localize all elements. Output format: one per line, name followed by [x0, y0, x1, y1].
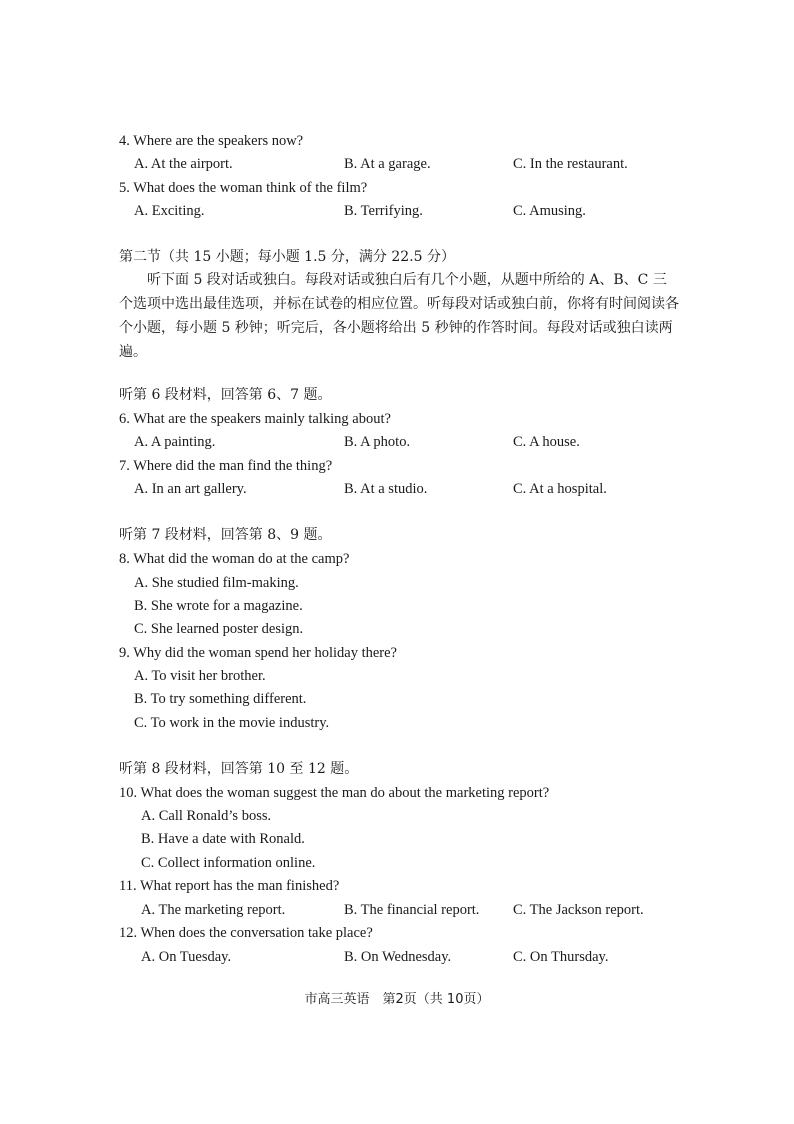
question-8-option-a: A. She studied film-making. [134, 575, 299, 591]
question-10-stem: 10. What does the woman suggest the man do about the marketing report? [119, 785, 550, 801]
question-11-stem: 11. What report has the man finished? [119, 878, 340, 894]
section-2-heading: 第二节（共 15 小题；每小题 1.5 分，满分 22.5 分） [119, 249, 455, 265]
question-11-option-a: A. The marketing report. [141, 902, 286, 918]
page-footer: 市高三英语 第2页（共 10页） [304, 992, 490, 1007]
question-4-stem: 4. Where are the speakers now? [119, 133, 304, 149]
question-10-option-a: A. Call Ronald’s boss. [141, 808, 272, 824]
question-4-option-b: B. At a garage. [344, 156, 431, 172]
question-11-option-c: C. The Jackson report. [513, 902, 644, 918]
question-5-stem: 5. What does the woman think of the film? [119, 180, 368, 196]
question-6-option-b: B. A photo. [344, 434, 411, 450]
question-6-option-c: C. A house. [513, 434, 580, 450]
question-9-option-a: A. To visit her brother. [134, 668, 266, 684]
question-7-option-a: A. In an art gallery. [134, 481, 247, 497]
question-12-stem: 12. When does the conversation take place? [119, 925, 373, 941]
question-12-option-b: B. On Wednesday. [344, 949, 452, 965]
question-6-option-a: A. A painting. [134, 434, 216, 450]
question-9-option-b: B. To try something different. [134, 691, 307, 707]
question-10-option-c: C. Collect information online. [141, 855, 316, 871]
question-9-option-c: C. To work in the movie industry. [134, 715, 330, 731]
material-8-title: 听第 8 段材料，回答第 10 至 12 题。 [119, 761, 359, 777]
question-8-stem: 8. What did the woman do at the camp? [119, 551, 350, 567]
question-8-option-b: B. She wrote for a magazine. [134, 598, 303, 614]
question-12-option-a: A. On Tuesday. [141, 949, 232, 965]
question-5-option-c: C. Amusing. [513, 203, 586, 219]
question-9-stem: 9. Why did the woman spend her holiday there? [119, 645, 397, 661]
question-4-option-c: C. In the restaurant. [513, 156, 628, 172]
material-7-title: 听第 7 段材料，回答第 8、9 题。 [119, 527, 332, 543]
question-7-option-b: B. At a studio. [344, 481, 428, 497]
question-12-option-c: C. On Thursday. [513, 949, 609, 965]
question-7-stem: 7. Where did the man find the thing? [119, 458, 333, 474]
question-11-option-b: B. The financial report. [344, 902, 480, 918]
section-2-instructions-text: 听下面 5 段对话或独白。每段对话或独白后有几个小题，从题中所给的 A、B、C 三个选项中选出最佳选项，并标在试卷的相应位置。听每段对话或独白前，你将有时间阅读各个小题，每小题 5 秒钟；听完后，各小题将给出 5 秒钟的作答时间。每段对话或独白读两遍。 [119, 272, 679, 360]
question-5-option-a: A. Exciting. [134, 203, 205, 219]
question-4-option-a: A. At the airport. [134, 156, 233, 172]
question-8-option-c: C. She learned poster design. [134, 621, 304, 637]
question-6-stem: 6. What are the speakers mainly talking about? [119, 411, 391, 427]
question-10-option-b: B. Have a date with Ronald. [141, 831, 305, 847]
material-6-title: 听第 6 段材料，回答第 6、7 题。 [119, 387, 332, 403]
question-5-option-b: B. Terrifying. [344, 203, 423, 219]
question-7-option-c: C. At a hospital. [513, 481, 607, 497]
section-2-instructions [119, 268, 679, 364]
